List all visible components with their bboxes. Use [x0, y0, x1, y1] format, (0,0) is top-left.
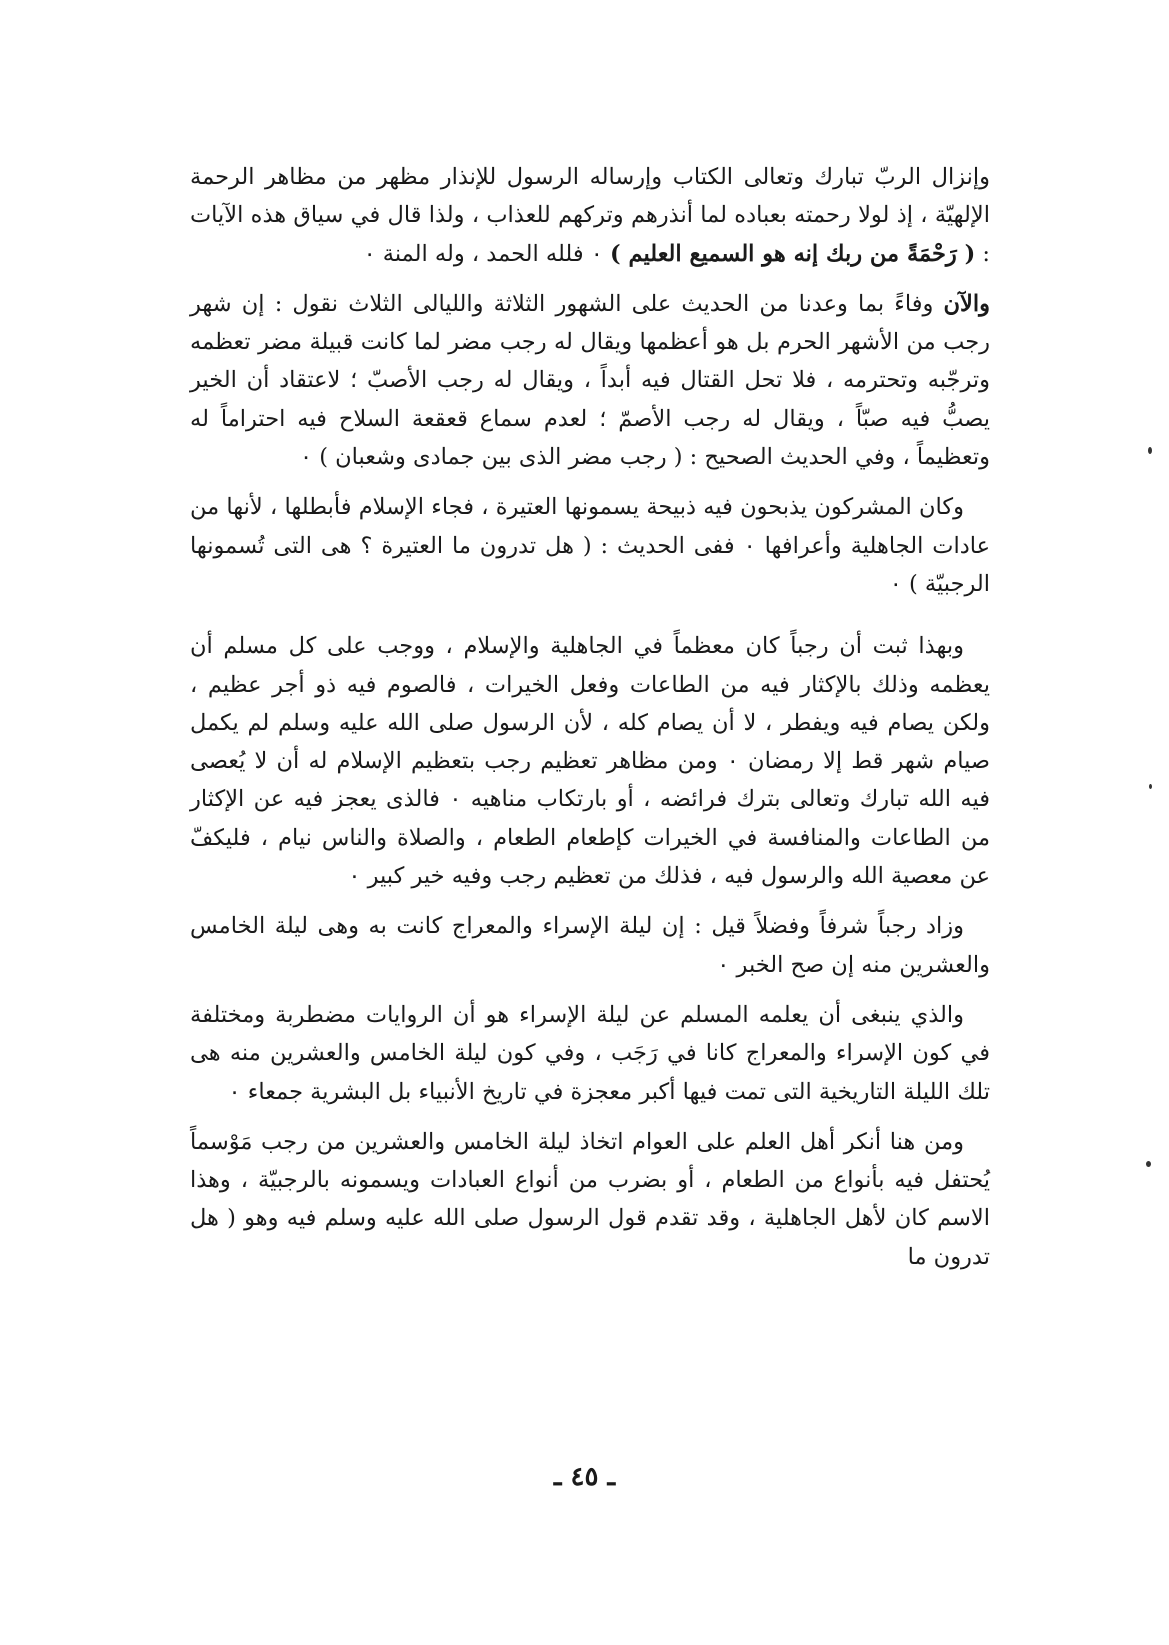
paragraph-3 [190, 488, 990, 603]
quran-quote: ( رَحْمَةً من ربك إنه هو السميع العليم ) [610, 240, 976, 267]
paragraph-2-text: وفاءً بما وعدنا من الحديث على الشهور الثلاثة والليالى الثلاث نقول : إن شهر رجب من الأشهر الحرم بل هو أعظمها ويقال له رجب مضر لما كانت قبيلة مضر تعظمه وترجّبه وتحترمه ، فلا تحل القتال فيه أبداً ، ويقال له رجب الأصبّ ؛ لاعتقاد أن الخير يصبُّ فيه صبّاً ، ويقال له رجب الأصمّ ؛ لعدم سماع قعقعة السلاح فيه احتراماً له وتعظيماً ، وفي الحديث الصحيح : ( رجب مضر الذى بين جمادى وشعبان ) ٠ [190, 290, 990, 471]
paragraph-3-text: وكان المشركون يذبحون فيه ذبيحة يسمونها العتيرة ، فجاء الإسلام فأبطلها ، لأنها من عادات الجاهلية وأعرافها ٠ ففى الحديث : ( هل تدرون ما العتيرة ؟ هى التى تُسمونها الرجبيّة ) ٠ [190, 494, 990, 597]
page-number: ـ ٤٥ ـ [553, 1462, 616, 1492]
paragraph-1-tail: ٠ فلله الحمد ، وله المنة ٠ [363, 240, 610, 267]
paragraph-2 [190, 285, 990, 476]
page-body [190, 158, 990, 1288]
paragraph-1-text: وإنزال الربّ تبارك وتعالى الكتاب وإرساله الرسول للإنذار مظهر من مظاهر الرحمة الإلهيّة ، إذ لولا رحمته بعباده لما أنذرهم وتركهم للعذاب ، ولذا قال في سياق هذه الآيات : [190, 164, 990, 267]
scan-speck [1149, 784, 1152, 789]
paragraph-4 [190, 627, 990, 895]
paragraph-6 [190, 996, 990, 1111]
paragraph-2-lead: والآن [943, 290, 990, 317]
paragraph-7 [190, 1123, 990, 1276]
paragraph-1 [190, 158, 990, 273]
paragraph-6-text: والذي ينبغى أن يعلمه المسلم عن ليلة الإسراء هو أن الروايات مضطربة ومختلفة في كون الإسراء والمعراج كانا في رَجَب ، وفي كون ليلة الخامس والعشرين منه هى تلك الليلة التاريخية التى تمت فيها أكبر معجزة في تاريخ الأنبياء بل البشرية جمعاء ٠ [190, 1001, 990, 1105]
paragraph-4-text: وبهذا ثبت أن رجباً كان معظماً في الجاهلية والإسلام ، ووجب على كل مسلم أن يعظمه وذلك بالإكثار فيه من الطاعات وفعل الخيرات ، فالصوم فيه ذو أجر عظيم ، ولكن يصام فيه ويفطر ، لا أن يصام كله ، لأن الرسول صلى الله عليه وسلم لم يكمل صيام شهر قط إلا رمضان ٠ ومن مظاهر تعظيم رجب بتعظيم الإسلام له أن لا يُعصى فيه الله تبارك وتعالى بترك فرائضه ، أو بارتكاب مناهيه ٠ فالذى يعجز فيه عن الإكثار من الطاعات والمنافسة في الخيرات كإطعام الطعام ، والصلاة والناس نيام ، فليكفّ عن معصية الله والرسول فيه ، فذلك من تعظيم رجب وفيه خير كبير ٠ [190, 633, 990, 890]
paragraph-5-text: وزاد رجباً شرفاً وفضلاً قيل : إن ليلة الإسراء والمعراج كانت به وهى ليلة الخامس والعشرين منه إن صح الخبر ٠ [190, 913, 990, 978]
paragraph-5 [190, 907, 990, 984]
paragraph-7-text: ومن هنا أنكر أهل العلم على العوام اتخاذ ليلة الخامس والعشرين من رجب مَوْسماً يُحتفل فيه بأنواع من الطعام ، أو بضرب من أنواع العبادات ويسمونه بالرجبيّة ، وهذا الاسم كان لأهل الجاهلية ، وقد تقدم قول الرسول صلى الله عليه وسلم فيه وهو ( هل تدرون ما [190, 1128, 990, 1270]
scan-speck [1146, 1161, 1151, 1167]
scan-speck [1148, 447, 1152, 454]
